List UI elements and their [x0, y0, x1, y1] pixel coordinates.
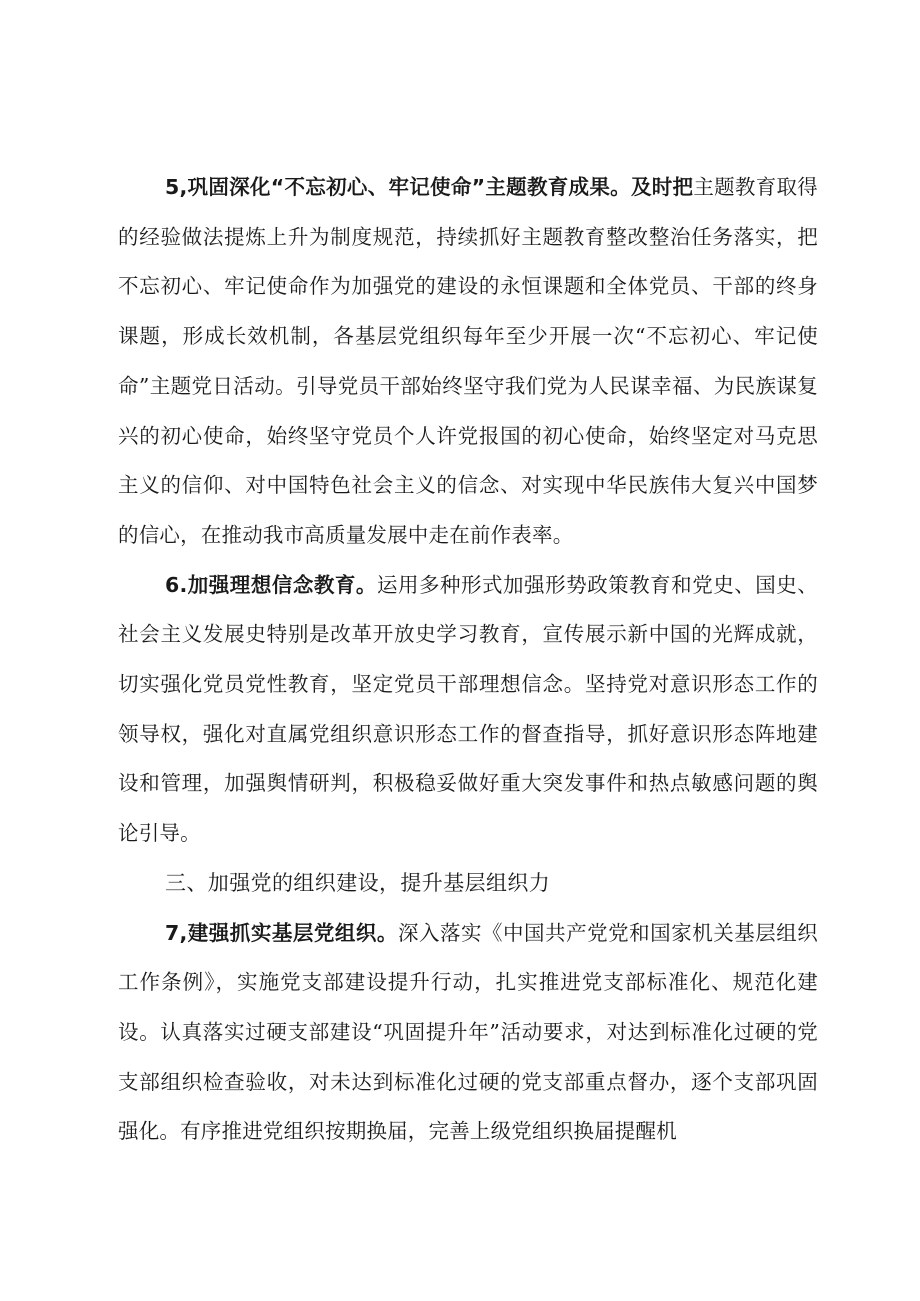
paragraph-6-lead: 6.加强理想信念教育。: [165, 572, 377, 597]
paragraph-7-lead: 7,建强抓实基层党组织。: [165, 920, 398, 945]
paragraph-5: [118, 163, 818, 561]
paragraph-5-lead-continuation: 及时把: [630, 175, 694, 199]
paragraph-7: [118, 909, 818, 1158]
paragraph-5-body: 主题教育取得的经验做法提炼上升为制度规范，持续抓好主题教育整改整治任务落实，把不忘初心、牢记使命作为加强党的建设的永恒课题和全体党员、干部的终身课题，形成长效机制，各基层党组织每年至少开展一次“不忘初心、牢记使命”主题党日活动。引导党员干部始终坚守我们党为人民谋幸福、为民族谋复兴的初心使命，始终坚守党员个人许党报国的初心使命，始终坚定对马克思主义的信仰、对中国特色社会主义的信念、对实现中华民族伟大复兴中国梦的信心，在推动我市高质量发展中走在前作表率。: [118, 175, 819, 547]
paragraph-6: [118, 561, 818, 859]
paragraph-7-body: 深入落实《中国共产党党和国家机关基层组织工作条例》，实施党支部建设提升行动，扎实推进党支部标准化、规范化建设。认真落实过硬支部建设“巩固提升年”活动要求，对达到标准化过硬的党支部组织检查验收，对未达到标准化过硬的党支部重点督办，逐个支部巩固强化。有序推进党组织按期换届，完善上级党组织换届提醒机: [118, 920, 818, 1144]
paragraph-5-lead: 5,巩固深化“不忘初心、牢记使命”主题教育成果。: [165, 175, 631, 199]
section-heading: 三、加强党的组织建设，提升基层组织力: [165, 870, 551, 895]
document-body: [118, 163, 818, 1157]
paragraph-6-body: 运用多种形式加强形势政策教育和党史、国史、社会主义发展史特别是改革开放史学习教育，宣传展示新中国的光辉成就，切实强化党员党性教育，坚定党员干部理想信念。坚持党对意识形态工作的领导权，强化对直属党组织意识形态工作的督查指导，抓好意识形态阵地建设和管理，加强舆情研判，积极稳妥做好重大突发事件和热点敏感问题的舆论引导。: [118, 572, 818, 846]
